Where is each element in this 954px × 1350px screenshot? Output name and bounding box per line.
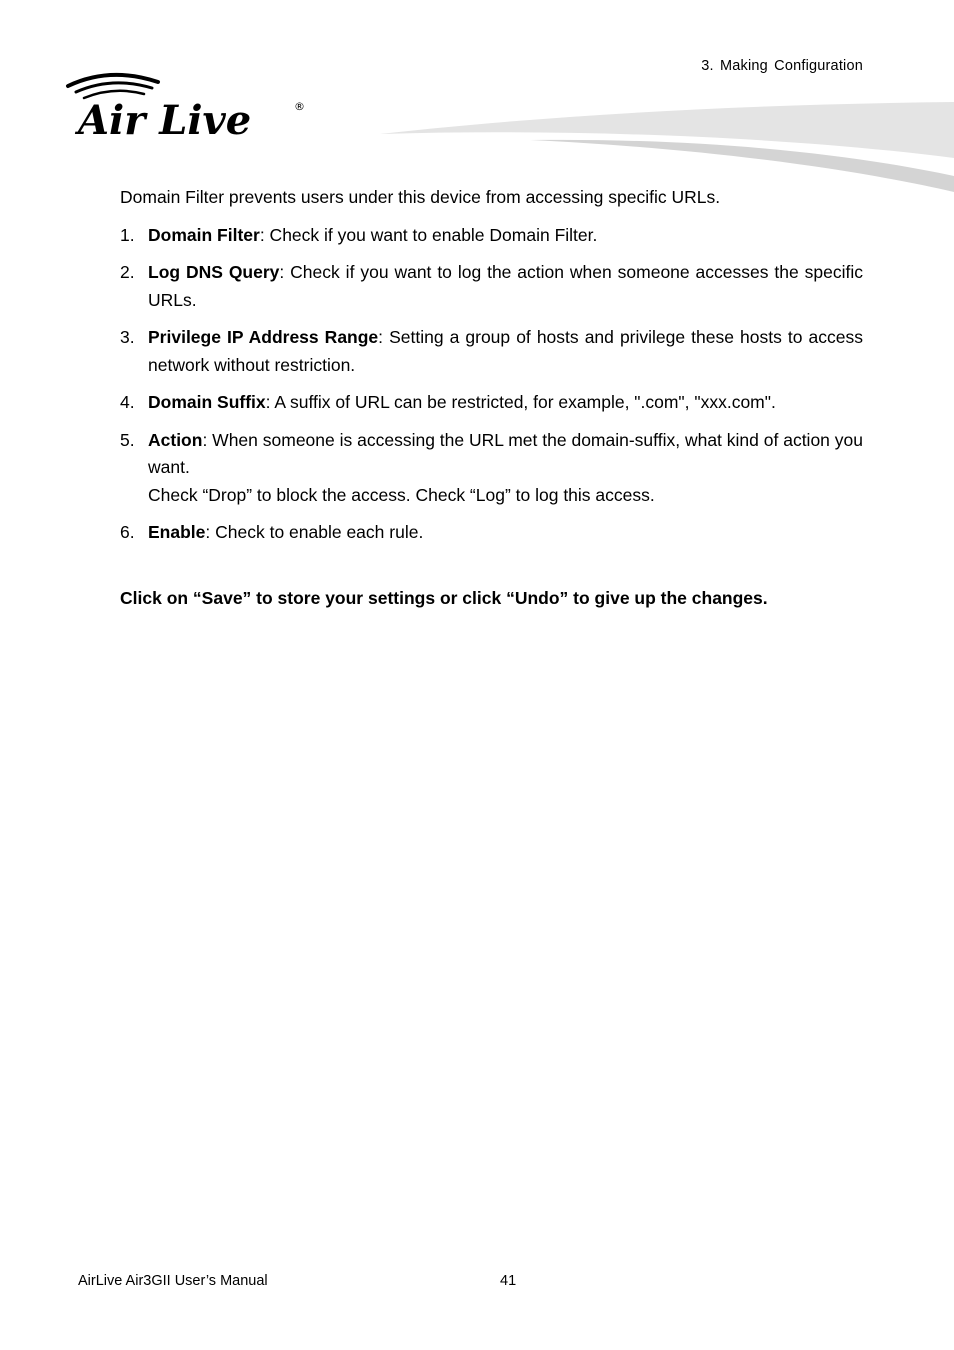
- item-description: : Check to enable each rule.: [205, 522, 424, 542]
- item-body: [148, 259, 863, 314]
- item-term: Action: [148, 429, 203, 450]
- settings-list: [120, 222, 863, 547]
- item-body: [148, 222, 863, 250]
- item-description: : A suffix of URL can be restricted, for example, ".com", "xxx.com".: [265, 392, 776, 412]
- item-number: 5.: [120, 429, 135, 450]
- list-item: [120, 222, 863, 250]
- footer-page-number: 41: [500, 1273, 517, 1289]
- registered-mark: ®: [294, 100, 305, 113]
- item-number: 1.: [120, 224, 135, 245]
- intro-paragraph: Domain Filter prevents users under this device from accessing specific URLs.: [120, 187, 721, 207]
- item-number: 3.: [120, 327, 135, 347]
- item-body: [148, 389, 863, 417]
- list-item: [120, 519, 863, 547]
- item-description: : When someone is accessing the URL met the domain-suffix, what kind of action you want.: [148, 429, 863, 477]
- list-item: [120, 259, 863, 314]
- footer-manual-title: AirLive Air3GII User’s Manual: [78, 1273, 268, 1289]
- item-number: 2.: [120, 262, 135, 282]
- item-number: 4.: [120, 392, 135, 412]
- item-extra-note: Check “Drop” to block the access. Check “Log” to log this access.: [148, 484, 655, 505]
- airlive-logo: [62, 70, 312, 140]
- wifi-arcs-icon: [68, 75, 158, 98]
- item-body: [148, 519, 863, 547]
- item-term: Log DNS Query: [148, 262, 280, 282]
- header-swoosh-decoration: [380, 96, 954, 196]
- item-term: Enable: [148, 522, 206, 542]
- item-term: Domain Filter: [148, 224, 260, 245]
- item-term: Domain Suffix: [148, 392, 266, 412]
- item-description: : Check if you want to log the action when someone accesses the specific URLs.: [148, 262, 863, 310]
- item-description: : Check if you want to enable Domain Filter.: [259, 224, 598, 245]
- main-content: [120, 184, 863, 630]
- logo-wordmark: Air Live: [78, 97, 252, 140]
- list-item: [120, 324, 863, 379]
- item-body: [148, 427, 863, 510]
- save-undo-note: Click on “Save” to store your settings or click “Undo” to give up the changes.: [120, 587, 768, 608]
- item-description: : Setting a group of hosts and privilege these hosts to access network without restriction.: [148, 327, 863, 375]
- item-number: 6.: [120, 522, 135, 542]
- item-body: [148, 324, 863, 379]
- item-term: Privilege IP Address Range: [148, 327, 379, 347]
- list-item: [120, 389, 863, 417]
- section-header: 3. Making Configuration: [701, 58, 863, 74]
- list-item: [120, 427, 863, 510]
